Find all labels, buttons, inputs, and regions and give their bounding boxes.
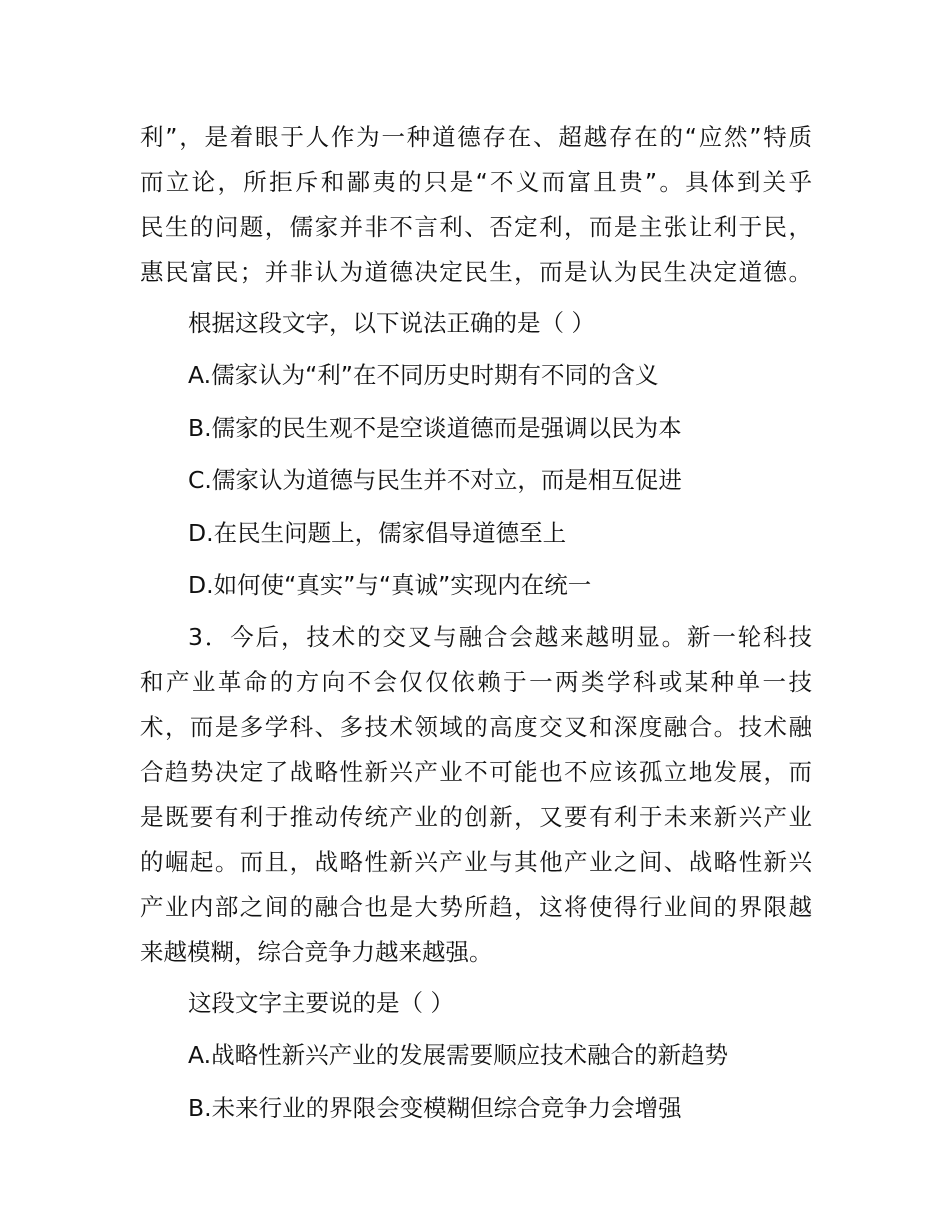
- passage3-line-5: 是既要有利于推动传统产业的创新，又要有利于未来新兴产业: [140, 803, 812, 831]
- passage3-line-6: 的崛起。而且，战略性新兴产业与其他产业之间、战略性新兴: [140, 848, 812, 876]
- passage3-line-8: 来越模糊，综合竞争力越来越强。: [140, 938, 493, 966]
- question2-option-d-extra: D.如何使“真实”与“真诚”实现内在统一: [188, 571, 592, 599]
- passage1-line-1: 利”，是着眼于人作为一种道德存在、超越存在的“应然”特质: [140, 123, 812, 151]
- passage3-line-7: 产业内部之间的融合也是大势所趋，这将使得行业间的界限越: [140, 893, 812, 921]
- question2-option-b: B.儒家的民生观不是空谈道德而是强调以民为本: [188, 414, 682, 442]
- question2-option-a: A.儒家认为“利”在不同历史时期有不同的含义: [188, 361, 659, 389]
- question3-option-b: B.未来行业的界限会变模糊但综合竞争力会增强: [188, 1094, 682, 1122]
- passage1-line-3: 民生的问题，儒家并非不言利、否定利，而是主张让利于民，: [140, 213, 812, 241]
- passage3-line-1: 3．今后，技术的交叉与融合会越来越明显。新一轮科技: [188, 623, 812, 651]
- question2-prompt: 根据这段文字，以下说法正确的是（ ）: [188, 309, 595, 337]
- passage3-line-3: 术，而是多学科、多技术领域的高度交叉和深度融合。技术融: [140, 713, 812, 741]
- question2-option-c: C.儒家认为道德与民生并不对立，而是相互促进: [188, 466, 682, 494]
- passage3-line-2: 和产业革命的方向不会仅仅依赖于一两类学科或某种单一技: [140, 668, 812, 696]
- question2-option-d: D.在民生问题上，儒家倡导道德至上: [188, 519, 567, 547]
- question3-option-a: A.战略性新兴产业的发展需要顺应技术融合的新趋势: [188, 1041, 729, 1069]
- question3-prompt: 这段文字主要说的是（ ）: [188, 989, 454, 1017]
- passage3-line-4: 合趋势决定了战略性新兴产业不可能也不应该孤立地发展，而: [140, 758, 812, 786]
- passage1-line-4: 惠民富民；并非认为道德决定民生，而是认为民生决定道德。: [140, 258, 812, 286]
- passage1-line-2: 而立论，所拒斥和鄙夷的只是“不义而富且贵”。具体到关乎: [140, 168, 812, 196]
